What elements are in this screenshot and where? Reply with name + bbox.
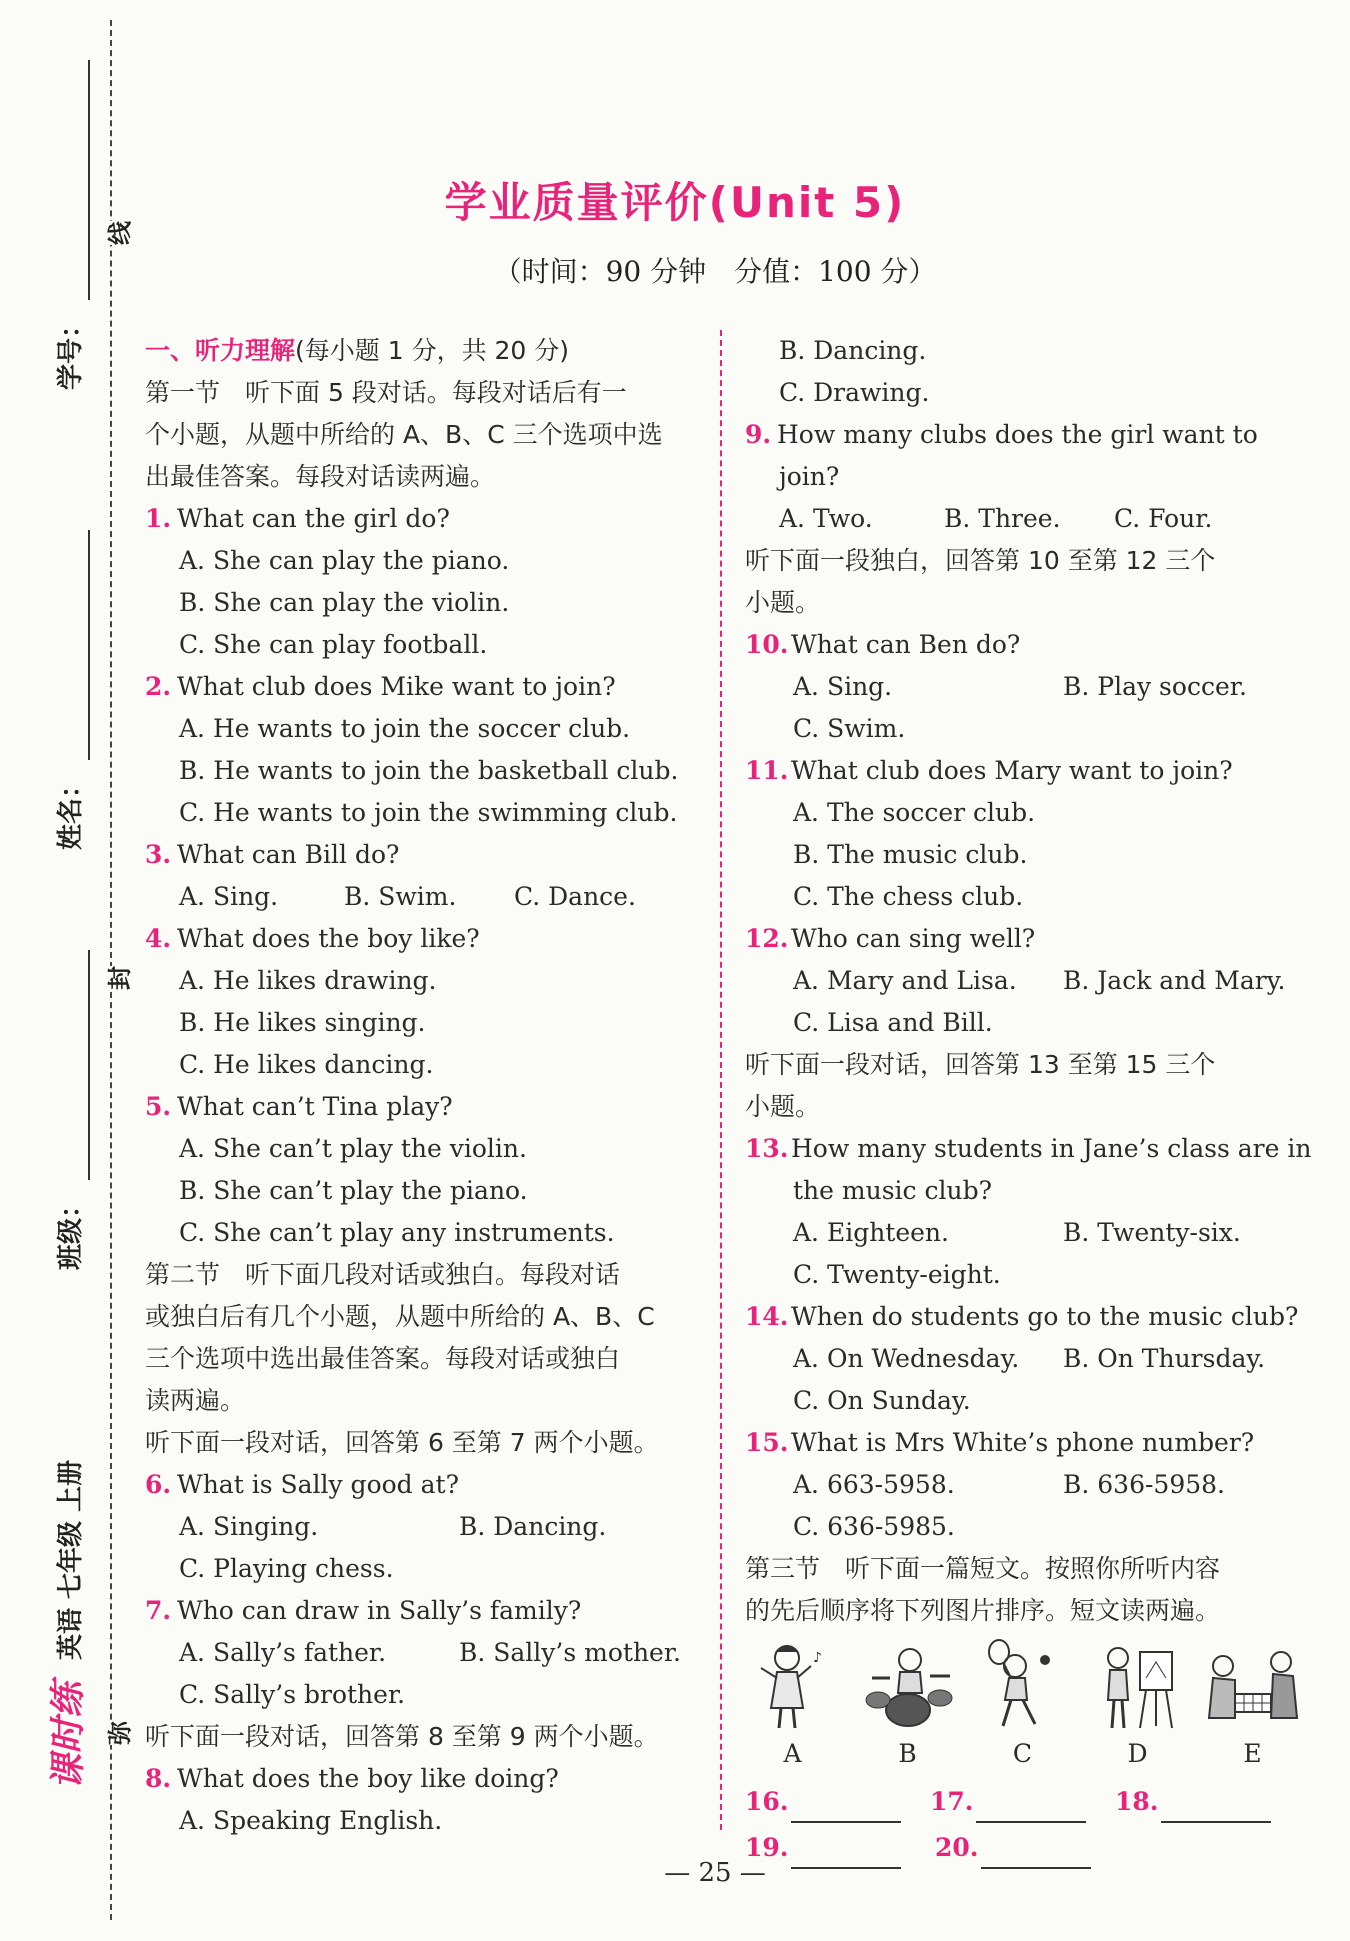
section-heading	[145, 330, 700, 372]
q15-option-b: B. 636-5958.	[1063, 1470, 1225, 1499]
q11-number: 11.	[745, 756, 789, 785]
q12-number: 12.	[745, 924, 789, 953]
picture-labels	[745, 1733, 1300, 1775]
answer-17[interactable]	[930, 1781, 1115, 1823]
picture-a-singing-girl	[745, 1638, 840, 1733]
q12-option-c: C. Lisa and Bill.	[793, 1008, 993, 1037]
binding-strip	[0, 0, 134, 1941]
q1-option-a: A. She can play the piano.	[179, 546, 510, 575]
q6-options-ab	[145, 1506, 700, 1548]
part1-instr-1: 第一节 听下面 5 段对话。每段对话后有一	[145, 378, 627, 407]
question-1	[145, 498, 700, 540]
q2-option-c: C. He wants to join the swimming club.	[179, 798, 678, 827]
book-label: 英语 七年级 上册	[56, 1459, 86, 1660]
q8-option-c: C. Drawing.	[779, 378, 930, 407]
part1-instr-3: 出最佳答案。每段对话读两遍。	[145, 462, 496, 491]
q14-text: When do students go to the music club?	[791, 1302, 1299, 1331]
intro-10-12-b: 小题。	[745, 588, 821, 617]
question-2	[145, 666, 700, 708]
q2-option-a: A. He wants to join the soccer club.	[179, 714, 631, 743]
part3-instr-1: 第三节 听下面一篇短文。按照你所听内容	[745, 1554, 1221, 1583]
q13-option-a: A. Eighteen.	[793, 1218, 949, 1247]
q9-option-a: A. Two.	[779, 504, 873, 533]
class-label: 班级：	[56, 1191, 86, 1270]
q15-options-ab	[745, 1464, 1300, 1506]
q15-option-a: A. 663-5958.	[793, 1470, 955, 1499]
q6-text: What is Sally good at?	[177, 1470, 459, 1499]
seal-mark-2: 弥	[100, 1721, 135, 1745]
q6-number: 6.	[145, 1470, 172, 1499]
picture-row	[745, 1638, 1300, 1733]
question-5	[145, 1086, 700, 1128]
class-line	[88, 950, 90, 1180]
page-title: 学业质量评价(Unit 5)	[444, 178, 906, 227]
q3-option-a: A. Sing.	[179, 882, 279, 911]
q13-option-b: B. Twenty-six.	[1063, 1218, 1241, 1247]
q12-options-ab	[745, 960, 1300, 1002]
section-title: 一、听力理解	[145, 336, 296, 365]
q15-text: What is Mrs White’s phone number?	[791, 1428, 1255, 1457]
q1-option-c: C. She can play football.	[179, 630, 488, 659]
q2-text: What club does Mike want to join?	[177, 672, 616, 701]
question-10	[745, 624, 1300, 666]
question-8	[145, 1758, 700, 1800]
page-number: — 25 —	[664, 1858, 766, 1888]
right-column	[745, 330, 1312, 1869]
q10-option-c: C. Swim.	[793, 714, 906, 743]
q9-options	[745, 498, 1300, 540]
q7-option-c: C. Sally’s brother.	[179, 1680, 406, 1709]
q5-text: What can’t Tina play?	[177, 1092, 453, 1121]
q8-option-a: A. Speaking English.	[179, 1806, 443, 1835]
answer-row-1	[745, 1781, 1300, 1823]
q1-number: 1.	[145, 504, 172, 533]
q1-option-b: B. She can play the violin.	[179, 588, 510, 617]
q6-option-c: C. Playing chess.	[179, 1554, 394, 1583]
svg-text:♪: ♪	[813, 1650, 822, 1666]
q9-option-b: B. Three.	[944, 504, 1061, 533]
page-subtitle: （时间：90 分钟 分值：100 分）	[493, 255, 937, 288]
name-label: 姓名：	[56, 771, 86, 850]
q5-number: 5.	[145, 1092, 172, 1121]
q3-number: 3.	[145, 840, 172, 869]
q4-option-a: A. He likes drawing.	[179, 966, 437, 995]
brand-logo: 课时练	[48, 1681, 89, 1790]
answer-16-number: 16.	[745, 1787, 789, 1816]
question-6	[145, 1464, 700, 1506]
q9-text-2: join?	[779, 462, 840, 491]
q7-number: 7.	[145, 1596, 172, 1625]
part2-instr-1: 第二节 听下面几段对话或独白。每段对话	[145, 1260, 621, 1289]
q2-number: 2.	[145, 672, 172, 701]
q13-text-1: How many students in Jane’s class are in	[791, 1134, 1312, 1163]
picture-e-chess-players	[1205, 1638, 1300, 1733]
picture-label-a: A	[783, 1739, 802, 1768]
question-15	[745, 1422, 1300, 1464]
q14-option-a: A. On Wednesday.	[793, 1344, 1020, 1373]
line-mark: 线	[100, 221, 135, 245]
q10-text: What can Ben do?	[791, 630, 1021, 659]
answer-18-number: 18.	[1115, 1787, 1159, 1816]
part3-instr-2: 的先后顺序将下列图片排序。短文读两遍。	[745, 1596, 1221, 1625]
part2-instr-2: 或独白后有几个小题，从题中所给的 A、B、C	[145, 1302, 655, 1331]
picture-label-d: D	[1127, 1739, 1148, 1768]
q7-options-ab	[145, 1632, 700, 1674]
q6-option-a: A. Singing.	[179, 1512, 319, 1541]
q9-number: 9.	[745, 420, 772, 449]
intro-8-9: 听下面一段对话，回答第 8 至第 9 两个小题。	[145, 1722, 659, 1751]
q6-option-b: B. Dancing.	[459, 1512, 607, 1541]
q13-text-2: the music club?	[793, 1176, 992, 1205]
q12-option-a: A. Mary and Lisa.	[793, 966, 1017, 995]
part1-instr-2: 个小题，从题中所给的 A、B、C 三个选项中选	[145, 420, 663, 449]
q11-text: What club does Mary want to join?	[791, 756, 1233, 785]
q7-option-a: A. Sally’s father.	[179, 1638, 387, 1667]
student-id-label: 学号：	[56, 311, 86, 390]
answer-19-number: 19.	[745, 1833, 789, 1862]
q9-option-c: C. Four.	[1114, 504, 1213, 533]
answer-16-blank[interactable]	[791, 1793, 901, 1823]
q5-option-b: B. She can’t play the piano.	[179, 1176, 528, 1205]
q8-text: What does the boy like doing?	[177, 1764, 559, 1793]
intro-10-12-a: 听下面一段独白，回答第 10 至第 12 三个	[745, 546, 1216, 575]
intro-13-15-a: 听下面一段对话，回答第 13 至第 15 三个	[745, 1050, 1216, 1079]
question-4	[145, 918, 700, 960]
q12-text: Who can sing well?	[791, 924, 1036, 953]
answer-17-number: 17.	[930, 1787, 974, 1816]
q8-option-b: B. Dancing.	[779, 336, 927, 365]
q7-text: Who can draw in Sally’s family?	[177, 1596, 582, 1625]
q3-option-b: B. Swim.	[344, 882, 457, 911]
q12-option-b: B. Jack and Mary.	[1063, 966, 1286, 995]
part2-instr-3: 三个选项中选出最佳答案。每段对话或独白	[145, 1344, 621, 1373]
q14-number: 14.	[745, 1302, 789, 1331]
answer-17-blank[interactable]	[976, 1793, 1086, 1823]
q11-option-c: C. The chess club.	[793, 882, 1024, 911]
intro-13-15-b: 小题。	[745, 1092, 821, 1121]
q2-option-b: B. He wants to join the basketball club.	[179, 756, 679, 785]
seal-mark: 封	[100, 966, 135, 990]
q10-option-a: A. Sing.	[793, 672, 893, 701]
question-12	[745, 918, 1300, 960]
q10-number: 10.	[745, 630, 789, 659]
question-14	[745, 1296, 1300, 1338]
q11-option-a: A. The soccer club.	[793, 798, 1036, 827]
question-3	[145, 834, 700, 876]
q3-text: What can Bill do?	[177, 840, 400, 869]
question-7	[145, 1590, 700, 1632]
picture-label-c: C	[1012, 1739, 1033, 1768]
section-note: (每小题 1 分，共 20 分)	[295, 336, 570, 365]
column-divider	[720, 330, 722, 1830]
q4-number: 4.	[145, 924, 172, 953]
q10-options-ab	[745, 666, 1300, 708]
q10-option-b: B. Play soccer.	[1063, 672, 1247, 701]
q4-option-b: B. He likes singing.	[179, 1008, 426, 1037]
left-column	[145, 330, 700, 1842]
name-line	[88, 530, 90, 760]
q7-option-b: B. Sally’s mother.	[459, 1638, 681, 1667]
q9-text-1: How many clubs does the girl want to	[777, 420, 1258, 449]
answer-18-blank[interactable]	[1161, 1793, 1271, 1823]
q14-option-b: B. On Thursday.	[1063, 1344, 1266, 1373]
question-11	[745, 750, 1300, 792]
picture-label-b: B	[898, 1739, 917, 1768]
q4-option-c: C. He likes dancing.	[179, 1050, 434, 1079]
q3-option-c: C. Dance.	[514, 882, 636, 911]
q13-number: 13.	[745, 1134, 789, 1163]
q14-option-c: C. On Sunday.	[793, 1386, 971, 1415]
question-9	[745, 414, 1300, 456]
q15-number: 15.	[745, 1428, 789, 1457]
q15-option-c: C. 636-5985.	[793, 1512, 955, 1541]
answer-20-number: 20.	[935, 1833, 979, 1862]
q8-number: 8.	[145, 1764, 172, 1793]
answer-18[interactable]	[1115, 1781, 1300, 1823]
q5-option-a: A. She can’t play the violin.	[179, 1134, 527, 1163]
intro-6-7: 听下面一段对话，回答第 6 至第 7 两个小题。	[145, 1428, 659, 1457]
q11-option-b: B. The music club.	[793, 840, 1028, 869]
question-13	[745, 1128, 1312, 1170]
q13-options-ab	[745, 1212, 1300, 1254]
part2-instr-4: 读两遍。	[145, 1386, 246, 1415]
picture-b-drummer	[860, 1638, 955, 1733]
picture-d-painter	[1090, 1638, 1185, 1733]
q14-options-ab	[745, 1338, 1300, 1380]
picture-c-tennis-player	[975, 1638, 1070, 1733]
answer-16[interactable]	[745, 1781, 930, 1823]
picture-label-e: E	[1243, 1739, 1262, 1768]
q13-option-c: C. Twenty-eight.	[793, 1260, 1001, 1289]
q4-text: What does the boy like?	[177, 924, 480, 953]
q5-option-c: C. She can’t play any instruments.	[179, 1218, 615, 1247]
q1-text: What can the girl do?	[177, 504, 450, 533]
q3-options	[145, 876, 700, 918]
